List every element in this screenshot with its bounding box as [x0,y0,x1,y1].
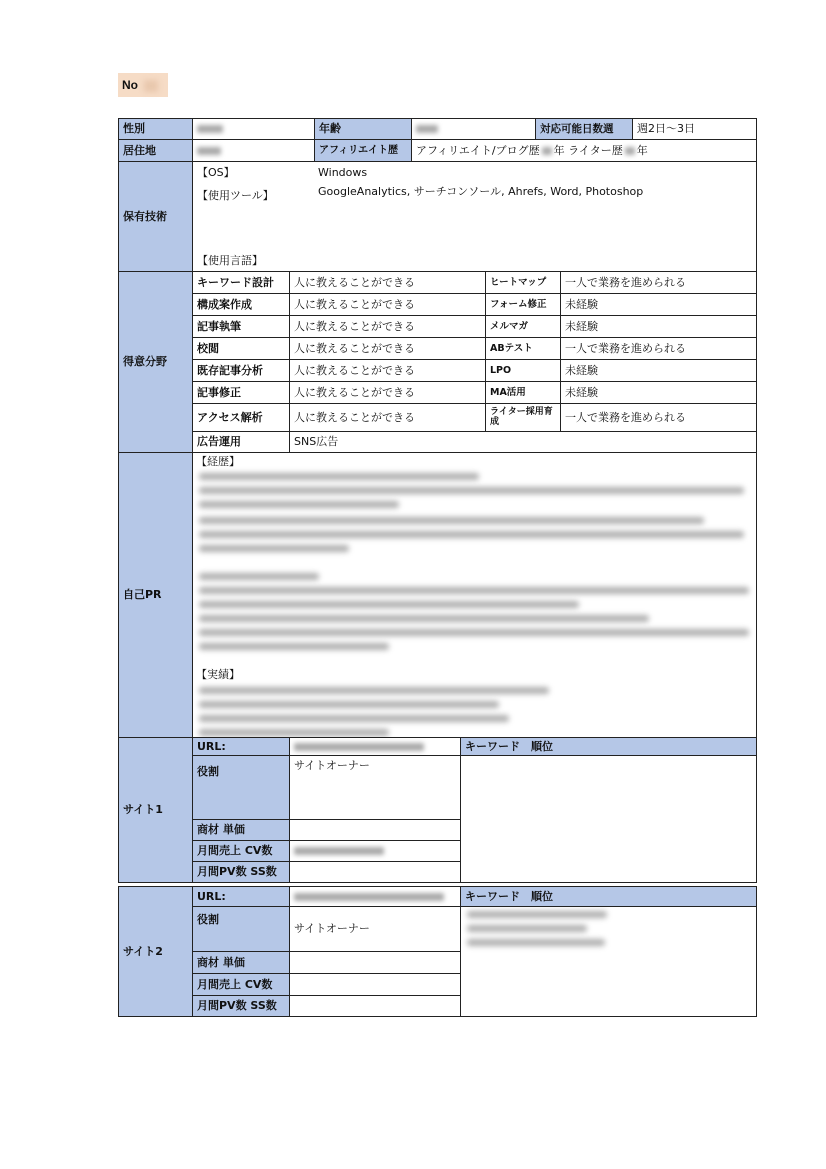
specialty-skill-level: 一人で業務を進められる [560,403,757,432]
site1-keyword-rank-box [460,755,757,883]
site1-url-label: URL: [192,737,290,756]
site1-sales-cv-label: 月間売上 CV数 [192,840,290,862]
skills-label: 保有技術 [118,161,193,272]
specialty-skill-level: 人に教えることができる [289,359,486,382]
site2-keyword-rank-box [460,906,757,1017]
specialty-skill-label: 校閲 [192,337,290,360]
ad-operation-value: SNS広告 [289,431,757,453]
redacted-sales [294,847,384,855]
specialty-skill-label: 構成案作成 [192,293,290,316]
redacted-career-line [199,531,744,538]
specialty-skill-level: 未経験 [560,381,757,404]
redacted-career-line [199,501,399,508]
tools-label: 【使用ツール】 [197,189,274,202]
specialty-skill-label: 記事修正 [192,381,290,404]
redacted-career-line [199,473,479,480]
site2-sales-cv-value [289,973,461,996]
redacted-gender [197,125,223,133]
available-days-label: 対応可能日数週 [535,118,633,140]
specialty-skill-level: 人に教えることができる [289,403,486,432]
redacted-url [294,893,444,901]
specialty-skill-label: LPO [485,359,561,382]
site1-product-price-value [289,819,461,841]
specialty-skill-level: 一人で業務を進められる [560,337,757,360]
specialty-label: 得意分野 [118,271,193,453]
site1-pv-ss-value [289,861,461,883]
specialty-skill-level: 人に教えることができる [289,381,486,404]
specialty-skill-level: 人に教えることができる [289,337,486,360]
site2-sales-cv-label: 月間売上 CV数 [192,973,290,996]
residence-label: 居住地 [118,139,193,162]
site2-pv-ss-label: 月間PV数 SS数 [192,995,290,1017]
self-pr-label: 自己PR [118,452,193,738]
specialty-skill-level: 未経験 [560,315,757,338]
specialty-skill-label: ABテスト [485,337,561,360]
os-value: Windows [318,166,368,179]
specialty-skill-level: 未経験 [560,293,757,316]
specialty-skill-label: キーワード設計 [192,271,290,294]
redacted-residence [197,147,221,155]
languages-label: 【使用言語】 [197,254,263,267]
os-label: 【OS】 [197,166,235,179]
affiliate-text-b: 年 ライター歴 [553,143,623,157]
ad-operation-label: 広告運用 [192,431,290,453]
age-label: 年齢 [314,118,412,140]
specialty-skill-label: アクセス解析 [192,403,290,432]
specialty-skill-level: 人に教えることができる [289,293,486,316]
site2-product-price-value [289,951,461,974]
achievements-label: 【実績】 [196,668,240,681]
available-days-value: 週2日〜3日 [632,118,757,140]
specialty-skill-level: 一人で業務を進められる [560,271,757,294]
redacted-career-line [199,573,319,580]
specialty-skill-level: 人に教えることができる [289,315,486,338]
site1-label: サイト1 [118,737,193,883]
redacted-career-line [199,545,349,552]
redacted-career-line [199,629,749,636]
site1-role-label: 役割 [192,755,290,820]
skills-box [192,161,757,272]
redacted-career-line [199,517,704,524]
specialty-skill-label: ライター採用育成 [485,403,561,432]
site2-product-price-label: 商材 単価 [192,951,290,974]
gender-label: 性別 [118,118,193,140]
redacted-achievement-line [199,701,499,708]
specialty-skill-label: MA活用 [485,381,561,404]
specialty-skill-label: 既存記事分析 [192,359,290,382]
specialty-skill-label: メルマガ [485,315,561,338]
redacted-years-2 [625,147,635,155]
redacted-career-line [199,643,389,650]
specialty-skill-label: 記事執筆 [192,315,290,338]
redacted-career-line [199,601,579,608]
career-label: 【経歴】 [196,455,240,468]
age-value [411,118,536,140]
gender-value [192,118,315,140]
site2-keyword-rank-label: キーワード 順位 [460,886,757,907]
site1-role-value: サイトオーナー [289,755,461,820]
redacted-achievement-line [199,715,509,722]
site2-label: サイト2 [118,886,193,1017]
redacted-age [416,125,438,133]
site1-pv-ss-label: 月間PV数 SS数 [192,861,290,883]
site2-pv-ss-value [289,995,461,1017]
redacted-keyword-line [467,939,605,946]
redacted-url [294,743,424,751]
redacted-achievement-line [199,729,389,736]
tools-value: GoogleAnalytics, サーチコンソール, Ahrefs, Word, Photoshop [318,185,644,198]
self-pr-box [192,452,757,738]
redacted-career-line [199,587,749,594]
affiliate-history-value [411,139,757,162]
redacted-years-1 [542,147,552,155]
specialty-skill-level: 未経験 [560,359,757,382]
document-number-badge [118,73,168,97]
document-number-label: No [122,78,138,92]
redacted-achievement-line [199,687,549,694]
site1-product-price-label: 商材 単価 [192,819,290,841]
site1-url-value [289,737,461,756]
site1-sales-cv-value [289,840,461,862]
residence-value [192,139,315,162]
affiliate-text-a: アフィリエイト/ブログ歴 [416,143,540,157]
site2-url-label: URL: [192,886,290,907]
site1-keyword-rank-label: キーワード 順位 [460,737,757,756]
redacted-number [144,80,158,92]
site2-role-value: サイトオーナー [289,906,461,952]
redacted-career-line [199,487,744,494]
specialty-skill-level: 人に教えることができる [289,271,486,294]
affiliate-history-label: アフィリエイト歴 [314,139,412,162]
site2-role-label: 役割 [192,906,290,952]
redacted-keyword-line [467,925,587,932]
site2-url-value [289,886,461,907]
affiliate-text-c: 年 [636,143,648,157]
redacted-career-line [199,615,649,622]
specialty-skill-label: フォーム修正 [485,293,561,316]
redacted-keyword-line [467,911,607,918]
specialty-skill-label: ヒートマップ [485,271,561,294]
